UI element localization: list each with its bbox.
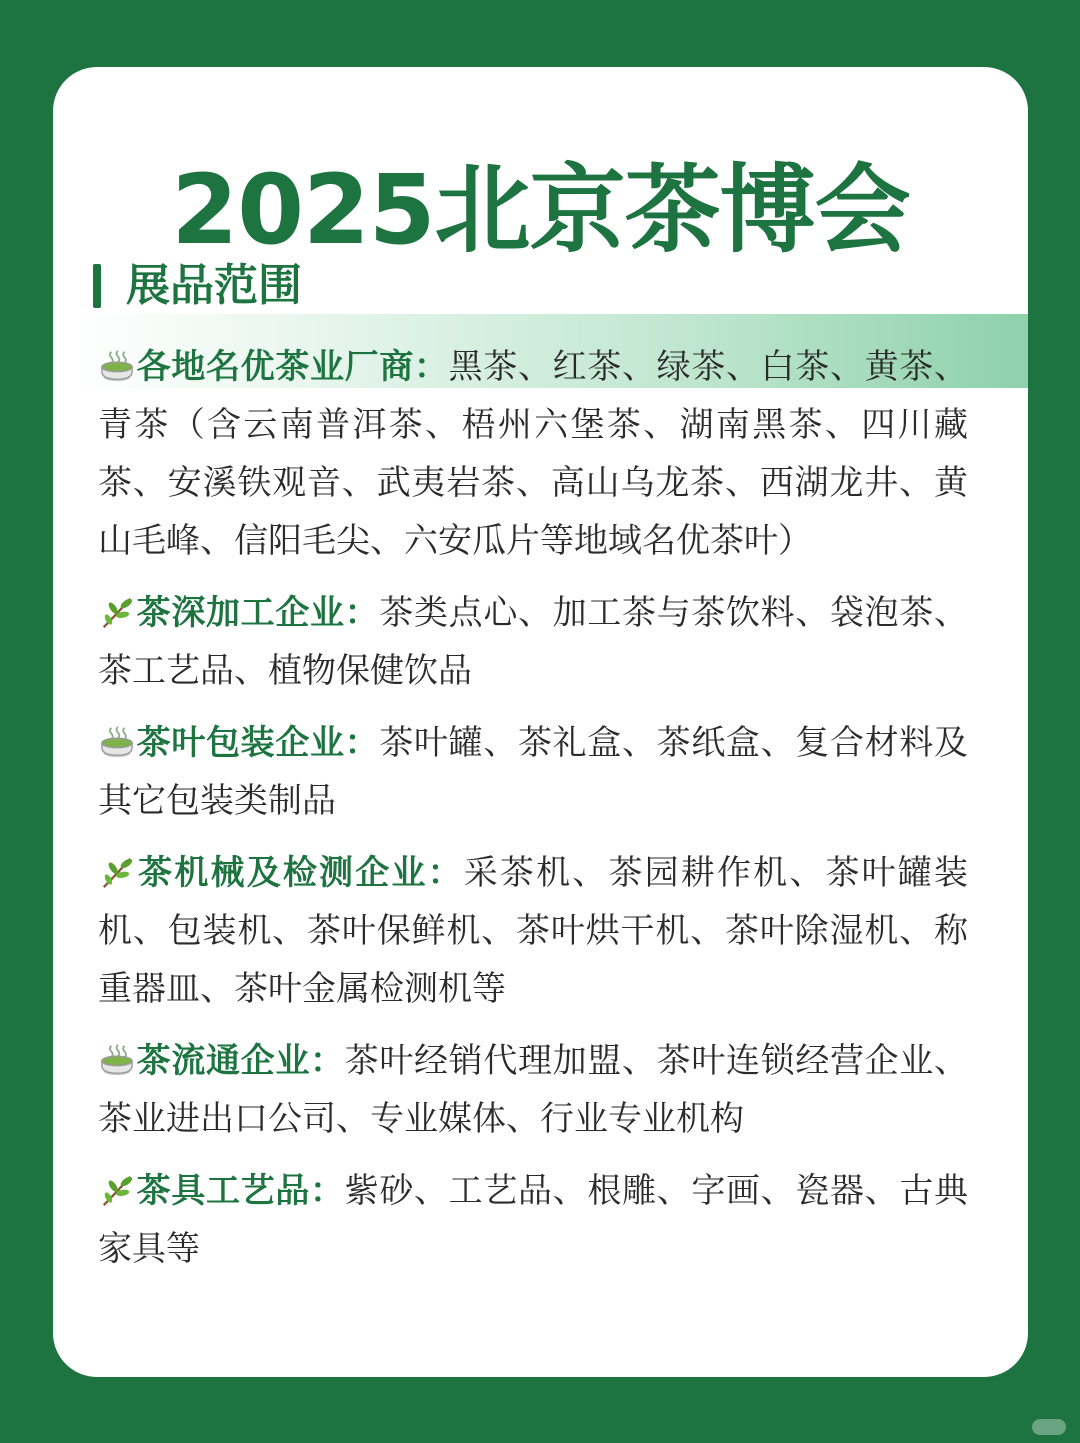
exhibit-item-famous-tea-producers <box>98 338 968 570</box>
exhibit-item-tea-distribution <box>98 1032 968 1148</box>
exhibit-category: 茶具工艺品： <box>136 1171 345 1211</box>
exhibit-description: 黑茶、红茶、绿茶、白茶、黄茶、青茶（含云南普洱茶、梧州六堡茶、湖南黑茶、四川藏茶、安溪铁观音、武夷岩茶、高山乌龙茶、西湖龙井、黄山毛峰、信阳毛尖、六安瓜片等地域名优茶叶） <box>98 347 969 561</box>
herb-icon <box>98 595 136 629</box>
matcha-tea-icon <box>98 349 136 383</box>
exhibit-description: 茶类点心、加工茶与茶饮料、袋泡茶、茶工艺品、植物保健饮品 <box>98 593 969 691</box>
exhibit-item-teaware-crafts <box>98 1162 968 1278</box>
exhibit-category: 各地名优茶业厂商： <box>136 347 449 387</box>
exhibit-category: 茶叶包装企业： <box>136 723 380 763</box>
matcha-tea-icon <box>98 725 136 759</box>
exhibit-category: 茶流通企业： <box>136 1041 345 1081</box>
exhibit-item-tea-machinery <box>98 844 968 1018</box>
exhibit-item-tea-packaging <box>98 714 968 830</box>
exhibit-list <box>98 338 968 1292</box>
exhibit-description: 紫砂、工艺品、根雕、字画、瓷器、古典家具等 <box>98 1171 969 1269</box>
exhibit-description: 采茶机、茶园耕作机、茶叶罐装机、包装机、茶叶保鲜机、茶叶烘干机、茶叶除湿机、称重器皿、茶叶金属检测机等 <box>98 853 969 1009</box>
matcha-tea-icon <box>98 1043 136 1077</box>
page-title: 2025北京茶博会 <box>171 154 910 266</box>
herb-icon <box>98 855 136 889</box>
exhibit-description: 茶叶经销代理加盟、茶叶连锁经营企业、茶业进出口公司、专业媒体、行业专业机构 <box>98 1041 969 1139</box>
section-heading-marker <box>93 264 101 308</box>
exhibit-category: 茶机械及检测企业： <box>136 853 464 893</box>
exhibit-item-tea-processing <box>98 584 968 700</box>
exhibit-description: 茶叶罐、茶礼盒、茶纸盒、复合材料及其它包装类制品 <box>98 723 969 821</box>
section-heading: 展品范围 <box>126 260 302 311</box>
exhibit-category: 茶深加工企业： <box>136 593 380 633</box>
herb-icon <box>98 1173 136 1207</box>
watermark-logo <box>1032 1419 1066 1435</box>
